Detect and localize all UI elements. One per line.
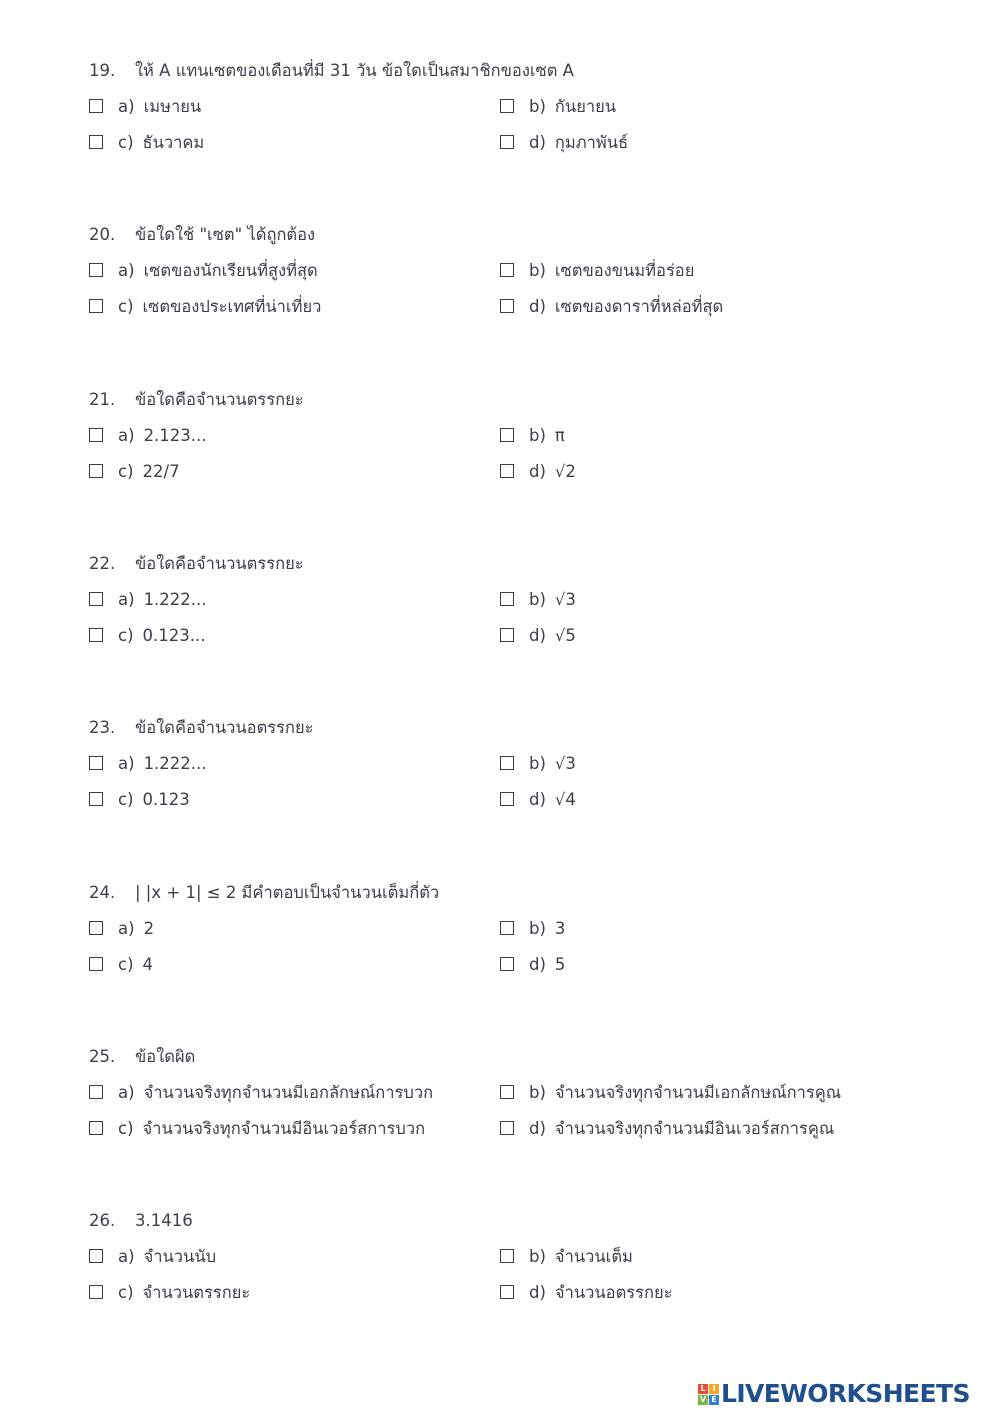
answer-option[interactable]	[89, 1116, 425, 1142]
answer-option[interactable]	[500, 751, 576, 777]
option-text: จำนวนจริงทุกจำนวนมีเอกลักษณ์การบวก	[143, 1082, 434, 1102]
answer-option[interactable]	[500, 1080, 841, 1106]
answer-option[interactable]	[500, 459, 576, 485]
option-letter: a)	[118, 918, 135, 938]
option-text: √3	[554, 589, 576, 609]
question-header	[89, 880, 439, 906]
option-letter: a)	[118, 589, 135, 609]
answer-checkbox[interactable]	[89, 99, 103, 113]
option-text: √2	[554, 461, 576, 481]
answer-checkbox[interactable]	[500, 1121, 514, 1135]
question-number: 20.	[89, 225, 116, 245]
option-text: จำนวนอตรรกยะ	[554, 1283, 673, 1303]
question-header	[89, 715, 314, 741]
question-header	[89, 1044, 195, 1070]
answer-option[interactable]	[500, 916, 565, 942]
question-block	[0, 222, 1000, 352]
question-text: ข้อใดคือจำนวนอตรรกยะ	[135, 718, 314, 738]
answer-checkbox[interactable]	[500, 628, 514, 642]
option-letter: b)	[529, 261, 546, 281]
answer-option[interactable]	[500, 423, 565, 449]
option-text: จำนวนจริงทุกจำนวนมีเอกลักษณ์การคูณ	[554, 1082, 842, 1102]
question-number: 22.	[89, 553, 116, 573]
answer-option[interactable]	[500, 1116, 834, 1142]
question-text: ข้อใดคือจำนวนตรรกยะ	[135, 553, 304, 573]
question-number: 25.	[89, 1046, 116, 1066]
option-letter: c)	[118, 461, 134, 481]
answer-option[interactable]	[89, 294, 321, 320]
answer-checkbox[interactable]	[89, 464, 103, 478]
answer-option[interactable]	[500, 258, 694, 284]
answer-option[interactable]	[500, 130, 628, 156]
answer-checkbox[interactable]	[89, 428, 103, 442]
answer-checkbox[interactable]	[89, 756, 103, 770]
option-letter: c)	[118, 790, 134, 810]
option-letter: d)	[529, 133, 546, 152]
option-text: 22/7	[142, 461, 180, 481]
option-letter: b)	[529, 1082, 546, 1102]
option-text: เซตของดาราที่หล่อที่สุด	[554, 297, 724, 317]
answer-option[interactable]	[89, 94, 201, 120]
option-text: จำนวนเต็ม	[554, 1247, 633, 1267]
question-number: 19.	[89, 61, 116, 80]
answer-option[interactable]	[500, 94, 616, 120]
option-letter: a)	[118, 1247, 135, 1267]
answer-option[interactable]	[89, 952, 153, 978]
answer-checkbox[interactable]	[500, 428, 514, 442]
option-letter: d)	[529, 790, 546, 810]
answer-checkbox[interactable]	[89, 628, 103, 642]
answer-checkbox[interactable]	[500, 99, 514, 113]
answer-checkbox[interactable]	[500, 299, 514, 313]
logo-tile-l: L	[698, 1384, 708, 1394]
brand-name: LIVEWORKSHEETS	[721, 1379, 970, 1408]
question-number: 21.	[89, 389, 116, 409]
question-block	[0, 715, 1000, 845]
option-text: 3	[554, 918, 566, 938]
option-letter: b)	[529, 754, 546, 774]
option-text: เซตของนักเรียนที่สูงที่สุด	[143, 261, 318, 281]
answer-checkbox[interactable]	[89, 299, 103, 313]
option-letter: d)	[529, 1283, 546, 1303]
answer-option[interactable]	[500, 1280, 673, 1306]
answer-checkbox[interactable]	[89, 1249, 103, 1263]
option-text: 0.123	[142, 790, 190, 810]
question-header	[89, 387, 304, 413]
option-letter: d)	[529, 461, 546, 481]
answer-checkbox[interactable]	[89, 135, 103, 149]
option-text: เซตของประเทศที่น่าเที่ยว	[142, 297, 322, 317]
question-header	[89, 1208, 193, 1234]
option-text: 2.123...	[143, 425, 207, 445]
question-text: ข้อใดผิด	[135, 1046, 196, 1066]
question-block	[0, 387, 1000, 517]
question-header	[89, 222, 315, 248]
option-text: จำนวนจริงทุกจำนวนมีอินเวอร์สการคูณ	[554, 1118, 835, 1138]
answer-option[interactable]	[500, 587, 576, 613]
question-text: | |x + 1| ≤ 2 มีคำตอบเป็นจำนวนเต็มกี่ตัว	[135, 882, 440, 902]
answer-option[interactable]	[89, 623, 206, 649]
option-text: กันยายน	[554, 97, 617, 116]
question-text: ข้อใดใช้ "เซต" ได้ถูกต้อง	[135, 225, 316, 245]
question-block	[0, 58, 1000, 188]
option-text: 0.123...	[142, 625, 206, 645]
option-letter: b)	[529, 918, 546, 938]
option-letter: b)	[529, 97, 546, 116]
option-letter: b)	[529, 1247, 546, 1267]
answer-option[interactable]	[89, 423, 207, 449]
option-text: 2	[143, 918, 155, 938]
answer-checkbox[interactable]	[500, 756, 514, 770]
question-block	[0, 1208, 1000, 1338]
answer-checkbox[interactable]	[500, 464, 514, 478]
brand-logo-tiles	[698, 1384, 719, 1405]
answer-checkbox[interactable]	[500, 1249, 514, 1263]
option-letter: c)	[118, 1118, 134, 1138]
option-text: กุมภาพันธ์	[554, 133, 629, 152]
answer-option[interactable]	[89, 916, 154, 942]
option-letter: d)	[529, 625, 546, 645]
option-text: จำนวนตรรกยะ	[142, 1283, 251, 1303]
answer-option[interactable]	[500, 1244, 633, 1270]
option-text: √3	[554, 754, 576, 774]
answer-option[interactable]	[500, 623, 576, 649]
answer-option[interactable]	[500, 952, 565, 978]
question-number: 23.	[89, 718, 116, 738]
option-letter: d)	[529, 1118, 546, 1138]
option-letter: c)	[118, 954, 134, 974]
answer-checkbox[interactable]	[89, 792, 103, 806]
answer-option[interactable]	[89, 751, 207, 777]
answer-option[interactable]	[89, 130, 204, 156]
answer-checkbox[interactable]	[500, 135, 514, 149]
answer-checkbox[interactable]	[500, 1085, 514, 1099]
answer-option[interactable]	[500, 294, 723, 320]
answer-checkbox[interactable]	[89, 1285, 103, 1299]
answer-checkbox[interactable]	[89, 263, 103, 277]
option-text: เมษายน	[143, 97, 202, 116]
question-text: ให้ A แทนเซตของเดือนที่มี 31 วัน ข้อใดเป็นสมาชิกของเซต A	[135, 61, 574, 80]
option-letter: c)	[118, 133, 134, 152]
option-letter: d)	[529, 954, 546, 974]
logo-tile-i: I	[709, 1384, 719, 1394]
answer-checkbox[interactable]	[500, 592, 514, 606]
option-text: π	[554, 425, 565, 445]
liveworksheets-logo	[698, 1377, 970, 1411]
option-text: 1.222...	[143, 589, 207, 609]
answer-checkbox[interactable]	[500, 921, 514, 935]
option-letter: a)	[118, 97, 135, 116]
option-text: จำนวนจริงทุกจำนวนมีอินเวอร์สการบวก	[142, 1118, 426, 1138]
option-text: 4	[142, 954, 154, 974]
option-letter: a)	[118, 425, 135, 445]
answer-option[interactable]	[89, 258, 318, 284]
answer-checkbox[interactable]	[89, 592, 103, 606]
logo-tile-v: V	[699, 1394, 707, 1404]
option-text: √5	[554, 625, 576, 645]
option-text: ธันวาคม	[142, 133, 205, 152]
option-letter: d)	[529, 297, 546, 317]
logo-tile-e: E	[709, 1395, 719, 1405]
question-header	[89, 58, 574, 84]
option-letter: b)	[529, 425, 546, 445]
option-letter: a)	[118, 754, 135, 774]
option-letter: c)	[118, 625, 134, 645]
option-text: จำนวนนับ	[143, 1247, 217, 1267]
question-text: 3.1416	[135, 1211, 193, 1231]
answer-checkbox[interactable]	[89, 957, 103, 971]
option-text: เซตของขนมที่อร่อย	[554, 261, 695, 281]
answer-option[interactable]	[89, 459, 180, 485]
question-header	[89, 551, 304, 577]
answer-checkbox[interactable]	[500, 957, 514, 971]
answer-option[interactable]	[500, 787, 576, 813]
option-text: √4	[554, 790, 576, 810]
answer-option[interactable]	[89, 1244, 216, 1270]
option-letter: c)	[118, 1283, 134, 1303]
answer-option[interactable]	[89, 787, 190, 813]
answer-checkbox[interactable]	[500, 263, 514, 277]
question-number: 24.	[89, 882, 116, 902]
answer-checkbox[interactable]	[500, 792, 514, 806]
answer-checkbox[interactable]	[500, 1285, 514, 1299]
answer-checkbox[interactable]	[89, 1121, 103, 1135]
option-letter: c)	[118, 297, 134, 317]
question-block	[0, 1044, 1000, 1174]
answer-checkbox[interactable]	[89, 921, 103, 935]
option-text: 1.222...	[143, 754, 207, 774]
question-text: ข้อใดคือจำนวนตรรกยะ	[135, 389, 304, 409]
answer-option[interactable]	[89, 587, 207, 613]
question-block	[0, 551, 1000, 681]
answer-option[interactable]	[89, 1280, 250, 1306]
option-letter: a)	[118, 261, 135, 281]
option-letter: b)	[529, 589, 546, 609]
option-text: 5	[554, 954, 566, 974]
answer-checkbox[interactable]	[89, 1085, 103, 1099]
question-block	[0, 880, 1000, 1010]
question-number: 26.	[89, 1211, 116, 1231]
option-letter: a)	[118, 1082, 135, 1102]
answer-option[interactable]	[89, 1080, 433, 1106]
